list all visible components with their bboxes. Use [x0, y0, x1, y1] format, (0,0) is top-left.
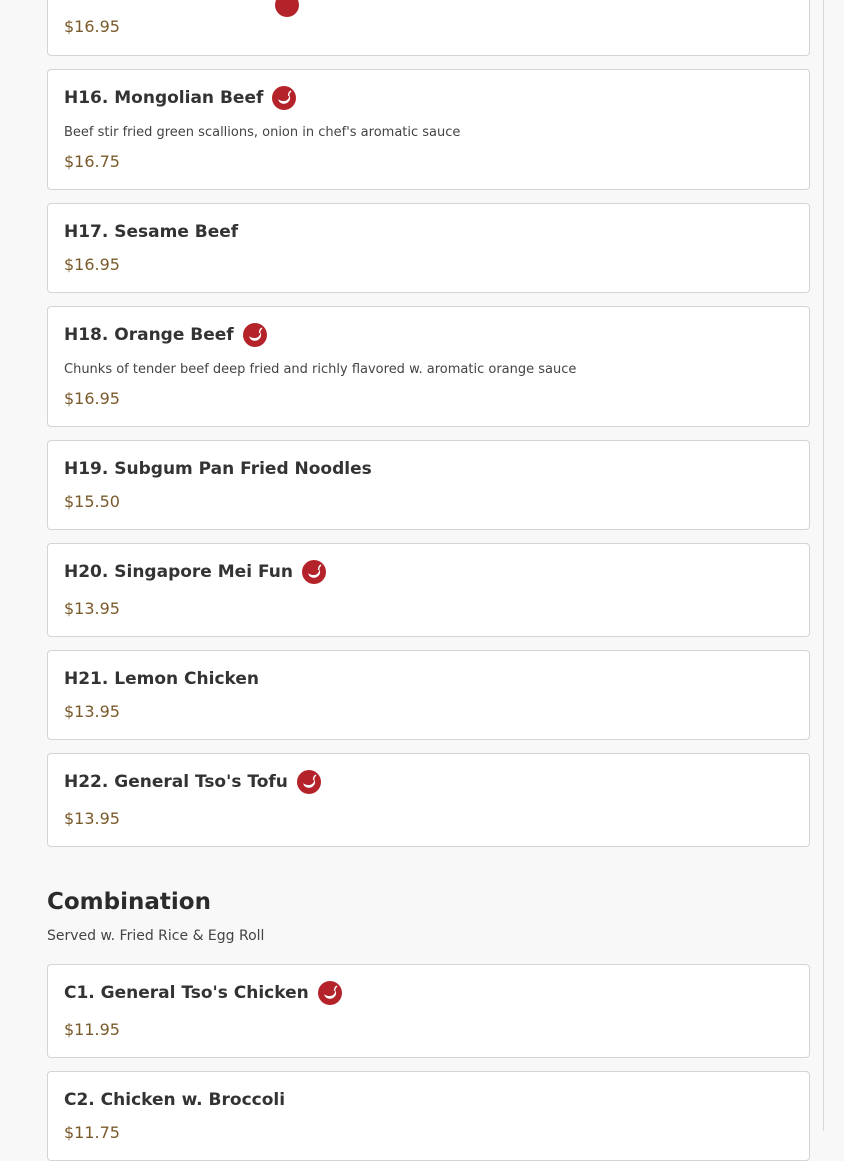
menu-item-card[interactable] [47, 964, 810, 1058]
menu-item-price: $15.50 [64, 492, 120, 511]
chili-pepper-icon [302, 560, 326, 584]
menu-item-card[interactable] [47, 69, 810, 190]
menu-item-name: C2. Chicken w. Broccoli [64, 1090, 286, 1110]
chili-pepper-icon [243, 323, 267, 347]
chili-pepper-icon [272, 86, 296, 110]
menu-item-price: $11.95 [64, 1020, 120, 1039]
chili-pepper-icon [275, 0, 299, 17]
menu-item-name: H19. Subgum Pan Fried Noodles [64, 459, 372, 479]
menu-item-price: $11.75 [64, 1123, 120, 1142]
menu-item-price: $13.95 [64, 702, 120, 721]
chili-pepper-icon [297, 770, 321, 794]
menu-item-description: Chunks of tender beef deep fried and richly flavored w. aromatic orange sauce [64, 362, 577, 377]
menu-item-price: $13.95 [64, 809, 120, 828]
menu-item-card[interactable] [47, 1071, 810, 1161]
section-title: Combination [47, 889, 211, 915]
menu-item-card[interactable] [47, 203, 810, 293]
menu-item-name: H22. General Tso's Tofu [64, 772, 288, 792]
menu-item-card[interactable] [47, 650, 810, 740]
menu-item-card[interactable] [47, 306, 810, 427]
menu-item-name: H16. Mongolian Beef [64, 88, 264, 108]
menu-item-card[interactable] [47, 543, 810, 637]
menu-item-name: H21. Lemon Chicken [64, 669, 260, 689]
menu-item-card[interactable] [47, 0, 810, 56]
menu-item-name: H18. Orange Beef [64, 325, 234, 345]
chili-pepper-icon [318, 981, 342, 1005]
scroll-container-edge [823, 0, 824, 1131]
menu-item-card[interactable] [47, 440, 810, 530]
menu-item-price: $13.95 [64, 599, 120, 618]
menu-item-card[interactable] [47, 753, 810, 847]
menu-item-description: Beef stir fried green scallions, onion in chef's aromatic sauce [64, 125, 461, 140]
menu-item-price: $16.95 [64, 17, 120, 36]
menu-item-price: $16.75 [64, 152, 120, 171]
menu-item-name: H20. Singapore Mei Fun [64, 562, 293, 582]
menu-item-price: $16.95 [64, 255, 120, 274]
menu-item-name: C1. General Tso's Chicken [64, 983, 309, 1003]
menu-item-price: $16.95 [64, 389, 120, 408]
section-subtitle: Served w. Fried Rice & Egg Roll [47, 928, 265, 944]
menu-item-name: H17. Sesame Beef [64, 222, 239, 242]
